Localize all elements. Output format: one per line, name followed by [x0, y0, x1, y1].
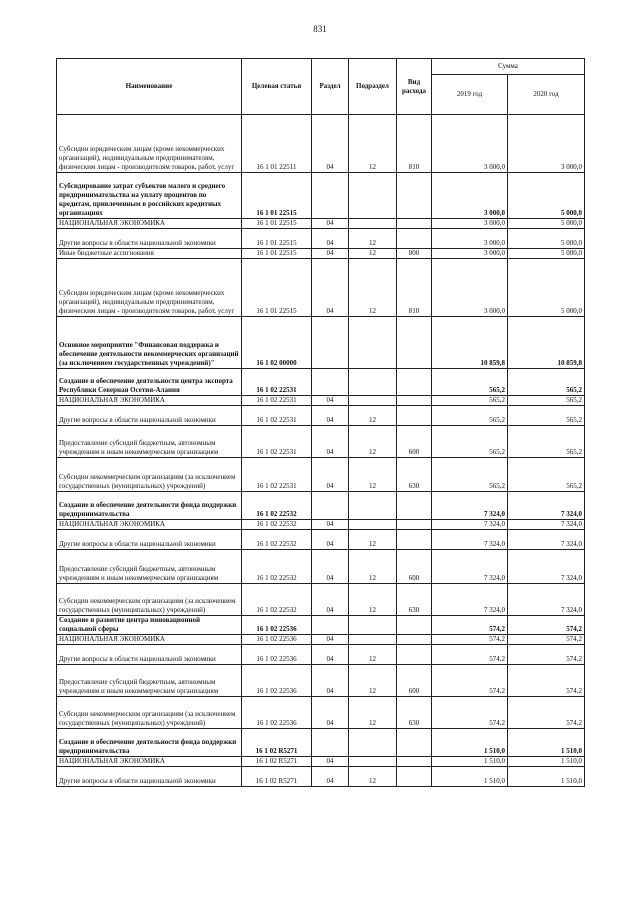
row-sum-2019: 7 324,0: [432, 520, 508, 530]
row-sum-2019: 3 000,0: [432, 219, 508, 229]
row-name: Предоставление субсидий бюджетным, автономным учреждениям и иным некоммерческим организациям: [57, 426, 242, 458]
row-sum-2020: 574,2: [508, 616, 585, 635]
row-target: 16 1 02 22531: [242, 369, 312, 396]
row-section: [312, 173, 349, 219]
row-sum-2020: 574,2: [508, 645, 585, 665]
table-row: [57, 550, 585, 584]
row-section: [312, 616, 349, 635]
row-name: Предоставление субсидий бюджетным, автономным учреждениям и иным некоммерческим организациям: [57, 665, 242, 697]
row-section: 04: [312, 530, 349, 550]
table-row: [57, 492, 585, 520]
row-expense-type: [397, 530, 432, 550]
row-sum-2019: 574,2: [432, 635, 508, 645]
table-row: [57, 317, 585, 369]
row-name: НАЦИОНАЛЬНАЯ ЭКОНОМИКА: [57, 520, 242, 530]
row-name: НАЦИОНАЛЬНАЯ ЭКОНОМИКА: [57, 635, 242, 645]
row-subsection: [349, 219, 397, 229]
row-expense-type: [397, 492, 432, 520]
row-target: 16 1 02 R5271: [242, 729, 312, 757]
table-row: [57, 259, 585, 317]
header-subsection: Подраздел: [349, 59, 397, 115]
row-sum-2019: 1 510,0: [432, 757, 508, 767]
header-name: Наименование: [57, 59, 242, 115]
row-section: 04: [312, 396, 349, 406]
row-name: НАЦИОНАЛЬНАЯ ЭКОНОМИКА: [57, 396, 242, 406]
row-target: 16 1 02 22536: [242, 616, 312, 635]
row-sum-2020: 1 510,0: [508, 767, 585, 787]
row-name: Субсидии некоммерческим организациям (за исключением государственных (муниципальных) учреждений): [57, 584, 242, 616]
row-section: 04: [312, 249, 349, 259]
table-row: [57, 115, 585, 173]
table-row: [57, 458, 585, 492]
row-sum-2019: 7 324,0: [432, 530, 508, 550]
row-sum-2019: 1 510,0: [432, 767, 508, 787]
row-name: Другие вопросы в области национальной экономики: [57, 767, 242, 787]
row-expense-type: [397, 757, 432, 767]
row-sum-2019: 565,2: [432, 458, 508, 492]
row-subsection: [349, 616, 397, 635]
row-sum-2020: 3 000,0: [508, 115, 585, 173]
row-subsection: [349, 520, 397, 530]
row-section: 04: [312, 645, 349, 665]
header-target: Целевая статья: [242, 59, 312, 115]
row-target: 16 1 01 22515: [242, 173, 312, 219]
row-sum-2020: 1 510,0: [508, 757, 585, 767]
row-name: Создание и обеспечение деятельности фонда поддержки предпринимательства: [57, 729, 242, 757]
row-subsection: 12: [349, 530, 397, 550]
header-year-2019: 2019 год: [432, 75, 508, 115]
row-subsection: 12: [349, 550, 397, 584]
budget-table: [56, 58, 585, 787]
row-sum-2019: 565,2: [432, 426, 508, 458]
row-subsection: 12: [349, 767, 397, 787]
row-target: 16 1 01 22515: [242, 229, 312, 249]
row-sum-2019: 3 000,0: [432, 173, 508, 219]
page-number: 831: [313, 24, 327, 34]
row-section: 04: [312, 115, 349, 173]
row-sum-2019: 7 324,0: [432, 492, 508, 520]
row-sum-2019: 574,2: [432, 665, 508, 697]
row-target: 16 1 02 22536: [242, 665, 312, 697]
row-sum-2020: 10 859,8: [508, 317, 585, 369]
row-sum-2019: 10 859,8: [432, 317, 508, 369]
row-target: 16 1 02 22531: [242, 406, 312, 426]
row-section: [312, 369, 349, 396]
row-sum-2020: 7 324,0: [508, 492, 585, 520]
row-subsection: [349, 317, 397, 369]
row-sum-2019: 3 000,0: [432, 115, 508, 173]
row-subsection: [349, 492, 397, 520]
row-target: 16 1 01 22515: [242, 259, 312, 317]
row-expense-type: 810: [397, 115, 432, 173]
row-target: 16 1 02 22532: [242, 550, 312, 584]
row-sum-2019: 565,2: [432, 406, 508, 426]
row-section: 04: [312, 458, 349, 492]
row-expense-type: [397, 406, 432, 426]
row-target: 16 1 02 R5271: [242, 757, 312, 767]
row-name: Основное мероприятие "Финансовая поддержка и обеспечение деятельности некоммерческих организаций (за исключением государственных учреждений)": [57, 317, 242, 369]
table-row: [57, 426, 585, 458]
row-section: 04: [312, 229, 349, 249]
table-header: [57, 59, 585, 115]
row-expense-type: 630: [397, 697, 432, 729]
row-name: Другие вопросы в области национальной экономики: [57, 406, 242, 426]
row-sum-2019: 7 324,0: [432, 584, 508, 616]
row-sum-2020: 565,2: [508, 458, 585, 492]
row-sum-2019: 574,2: [432, 697, 508, 729]
table-row: [57, 767, 585, 787]
row-expense-type: [397, 229, 432, 249]
table-row: [57, 697, 585, 729]
row-section: [312, 729, 349, 757]
row-subsection: [349, 729, 397, 757]
row-target: 16 1 01 22511: [242, 115, 312, 173]
row-section: 04: [312, 406, 349, 426]
row-target: 16 1 02 22531: [242, 458, 312, 492]
row-expense-type: [397, 219, 432, 229]
row-sum-2020: 5 000,0: [508, 173, 585, 219]
row-sum-2019: 7 324,0: [432, 550, 508, 584]
row-subsection: [349, 173, 397, 219]
header-section: Раздел: [312, 59, 349, 115]
row-target: 16 1 02 R5271: [242, 767, 312, 787]
row-subsection: 12: [349, 426, 397, 458]
table-row: [57, 530, 585, 550]
table-row: [57, 616, 585, 635]
row-sum-2019: 3 000,0: [432, 229, 508, 249]
row-section: 04: [312, 635, 349, 645]
header-year-2020: 2020 год: [508, 75, 585, 115]
row-section: 04: [312, 697, 349, 729]
row-name: Создание и обеспечение деятельности фонда поддержки предпринимательства: [57, 492, 242, 520]
header-sum: Сумма: [432, 59, 585, 75]
row-expense-type: 630: [397, 458, 432, 492]
table-body: [57, 115, 585, 787]
row-section: 04: [312, 426, 349, 458]
row-sum-2020: 5 000,0: [508, 219, 585, 229]
table-row: [57, 369, 585, 396]
table-row: [57, 396, 585, 406]
row-section: 04: [312, 259, 349, 317]
row-expense-type: [397, 173, 432, 219]
table-row: [57, 520, 585, 530]
row-target: 16 1 01 22515: [242, 249, 312, 259]
row-section: 04: [312, 757, 349, 767]
row-name: НАЦИОНАЛЬНАЯ ЭКОНОМИКА: [57, 757, 242, 767]
row-section: 04: [312, 665, 349, 697]
table-row: [57, 229, 585, 249]
row-subsection: [349, 369, 397, 396]
row-sum-2020: 565,2: [508, 426, 585, 458]
row-sum-2020: 565,2: [508, 369, 585, 396]
row-subsection: 12: [349, 645, 397, 665]
table-row: [57, 249, 585, 259]
row-name: Иные бюджетные ассигнования: [57, 249, 242, 259]
row-section: 04: [312, 767, 349, 787]
header-expense-type: Вид расхода: [397, 59, 432, 115]
row-sum-2019: 565,2: [432, 369, 508, 396]
row-subsection: [349, 396, 397, 406]
table-row: [57, 645, 585, 665]
row-sum-2019: 565,2: [432, 396, 508, 406]
table-row: [57, 757, 585, 767]
row-expense-type: [397, 635, 432, 645]
row-section: 04: [312, 550, 349, 584]
row-target: 16 1 02 22536: [242, 645, 312, 665]
row-sum-2019: 3 000,0: [432, 249, 508, 259]
row-name: Субсидии некоммерческим организациям (за исключением государственных (муниципальных) учреждений): [57, 458, 242, 492]
row-target: 16 1 02 22532: [242, 492, 312, 520]
row-name: Субсидии некоммерческим организациям (за исключением государственных (муниципальных) учреждений): [57, 697, 242, 729]
row-sum-2020: 5 000,0: [508, 249, 585, 259]
row-target: 16 1 02 22532: [242, 584, 312, 616]
row-sum-2020: 5 000,0: [508, 229, 585, 249]
row-expense-type: [397, 317, 432, 369]
row-sum-2020: 7 324,0: [508, 530, 585, 550]
row-section: [312, 317, 349, 369]
row-sum-2020: 7 324,0: [508, 584, 585, 616]
row-section: [312, 492, 349, 520]
row-target: 16 1 02 22532: [242, 530, 312, 550]
table-row: [57, 406, 585, 426]
row-name: Другие вопросы в области национальной экономики: [57, 229, 242, 249]
row-name: НАЦИОНАЛЬНАЯ ЭКОНОМИКА: [57, 219, 242, 229]
row-sum-2020: 565,2: [508, 406, 585, 426]
row-name: Другие вопросы в области национальной экономики: [57, 530, 242, 550]
row-subsection: 12: [349, 406, 397, 426]
row-expense-type: [397, 396, 432, 406]
row-section: 04: [312, 219, 349, 229]
table-row: [57, 729, 585, 757]
row-subsection: 12: [349, 115, 397, 173]
row-target: 16 1 02 00000: [242, 317, 312, 369]
row-expense-type: [397, 767, 432, 787]
row-name: Субсидирование затрат субъектов малого и среднего предпринимательства на уплату процентов по кредитам, привлеченным в российских кредитных организациях: [57, 173, 242, 219]
row-sum-2020: 5 000,0: [508, 259, 585, 317]
row-name: Субсидии юридическим лицам (кроме некоммерческих организаций), индивидуальным предпринимателям, физическим лицам - производителям товаров, работ, услуг: [57, 115, 242, 173]
row-subsection: 12: [349, 229, 397, 249]
row-subsection: 12: [349, 259, 397, 317]
row-name: Другие вопросы в области национальной экономики: [57, 645, 242, 665]
table-row: [57, 173, 585, 219]
row-expense-type: 600: [397, 550, 432, 584]
row-target: 16 1 02 22531: [242, 396, 312, 406]
table-row: [57, 635, 585, 645]
row-subsection: 12: [349, 697, 397, 729]
row-target: 16 1 02 22536: [242, 635, 312, 645]
row-target: 16 1 02 22536: [242, 697, 312, 729]
row-subsection: 12: [349, 665, 397, 697]
row-expense-type: [397, 369, 432, 396]
row-name: Создание и развитие центра инновационной социальной сферы: [57, 616, 242, 635]
row-expense-type: 600: [397, 426, 432, 458]
row-sum-2020: 7 324,0: [508, 550, 585, 584]
row-expense-type: [397, 645, 432, 665]
row-sum-2020: 1 510,0: [508, 729, 585, 757]
row-subsection: [349, 635, 397, 645]
row-name: Предоставление субсидий бюджетным, автономным учреждениям и иным некоммерческим организациям: [57, 550, 242, 584]
row-section: 04: [312, 584, 349, 616]
row-expense-type: 810: [397, 259, 432, 317]
row-section: 04: [312, 520, 349, 530]
row-name: Создание и обеспечение деятельности центра экспорта Республики Северная Осетия-Алания: [57, 369, 242, 396]
row-subsection: 12: [349, 584, 397, 616]
row-sum-2020: 7 324,0: [508, 520, 585, 530]
row-expense-type: 600: [397, 665, 432, 697]
row-expense-type: [397, 520, 432, 530]
row-sum-2020: 574,2: [508, 665, 585, 697]
row-subsection: 12: [349, 249, 397, 259]
row-sum-2019: 3 000,0: [432, 259, 508, 317]
row-expense-type: [397, 616, 432, 635]
row-subsection: 12: [349, 458, 397, 492]
row-sum-2020: 565,2: [508, 396, 585, 406]
row-target: 16 1 02 22532: [242, 520, 312, 530]
table-row: [57, 665, 585, 697]
row-sum-2020: 574,2: [508, 635, 585, 645]
row-sum-2019: 1 510,0: [432, 729, 508, 757]
row-expense-type: 630: [397, 584, 432, 616]
row-expense-type: 800: [397, 249, 432, 259]
row-target: 16 1 02 22531: [242, 426, 312, 458]
row-subsection: [349, 757, 397, 767]
row-sum-2020: 574,2: [508, 697, 585, 729]
row-expense-type: [397, 729, 432, 757]
row-target: 16 1 01 22515: [242, 219, 312, 229]
row-sum-2019: 574,2: [432, 616, 508, 635]
row-sum-2019: 574,2: [432, 645, 508, 665]
table-row: [57, 219, 585, 229]
row-name: Субсидии юридическим лицам (кроме некоммерческих организаций), индивидуальным предпринимателям, физическим лицам - производителям товаров, работ, услуг: [57, 259, 242, 317]
table-row: [57, 584, 585, 616]
